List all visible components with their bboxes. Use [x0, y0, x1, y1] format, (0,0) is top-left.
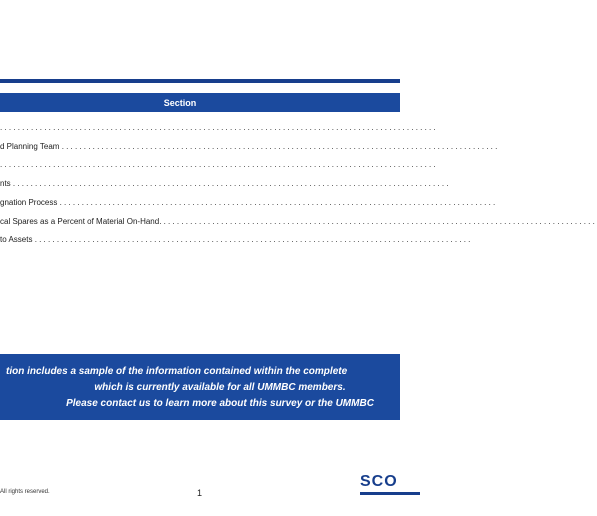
toc-entry-label: d Planning Team: [0, 142, 60, 151]
membership-banner: [0, 354, 400, 420]
copyright-notice: All rights reserved.: [0, 489, 50, 495]
toc-entry-label: gnation Process: [0, 198, 58, 207]
toc-entry[interactable]: [0, 196, 498, 210]
toc-entry[interactable]: [0, 233, 473, 247]
toc-entry[interactable]: [0, 177, 451, 191]
company-logo: [360, 473, 420, 503]
page-number: 1: [197, 488, 203, 498]
banner-line-3: Please contact us to learn more about this survey or the UMMBC: [66, 398, 374, 409]
toc-leader-dots: ...................................................................................................: [34, 235, 473, 244]
toc-leader-dots: ...................................................................................................: [0, 123, 438, 132]
toc-entry-label: nts: [0, 179, 11, 188]
toc-entry-label: cal Spares as a Percent of Material On-Hand: [0, 217, 160, 226]
logo-text: SCO: [360, 473, 398, 490]
top-rule: [0, 79, 400, 83]
toc-entry[interactable]: [0, 140, 500, 154]
toc-leader-dots: ...................................................................................................: [0, 160, 438, 169]
banner-line-2: which is currently available for all UMMBC members.: [94, 382, 346, 393]
banner-line-1: tion includes a sample of the information contained within the complete: [6, 366, 348, 377]
toc-leader-dots: ...................................................................................................: [61, 142, 500, 151]
toc-leader-dots: ...................................................................................................: [159, 217, 597, 226]
toc-entry[interactable]: [0, 215, 597, 229]
toc-leader-dots: ...................................................................................................: [59, 198, 498, 207]
section-header-label: Section: [163, 97, 197, 108]
logo-underline: [360, 492, 420, 495]
toc-entry[interactable]: [0, 121, 438, 135]
toc-leader-dots: ...................................................................................................: [12, 179, 451, 188]
section-header: [0, 93, 400, 112]
toc-entry-label: to Assets: [0, 235, 33, 244]
toc-entry[interactable]: [0, 158, 438, 172]
